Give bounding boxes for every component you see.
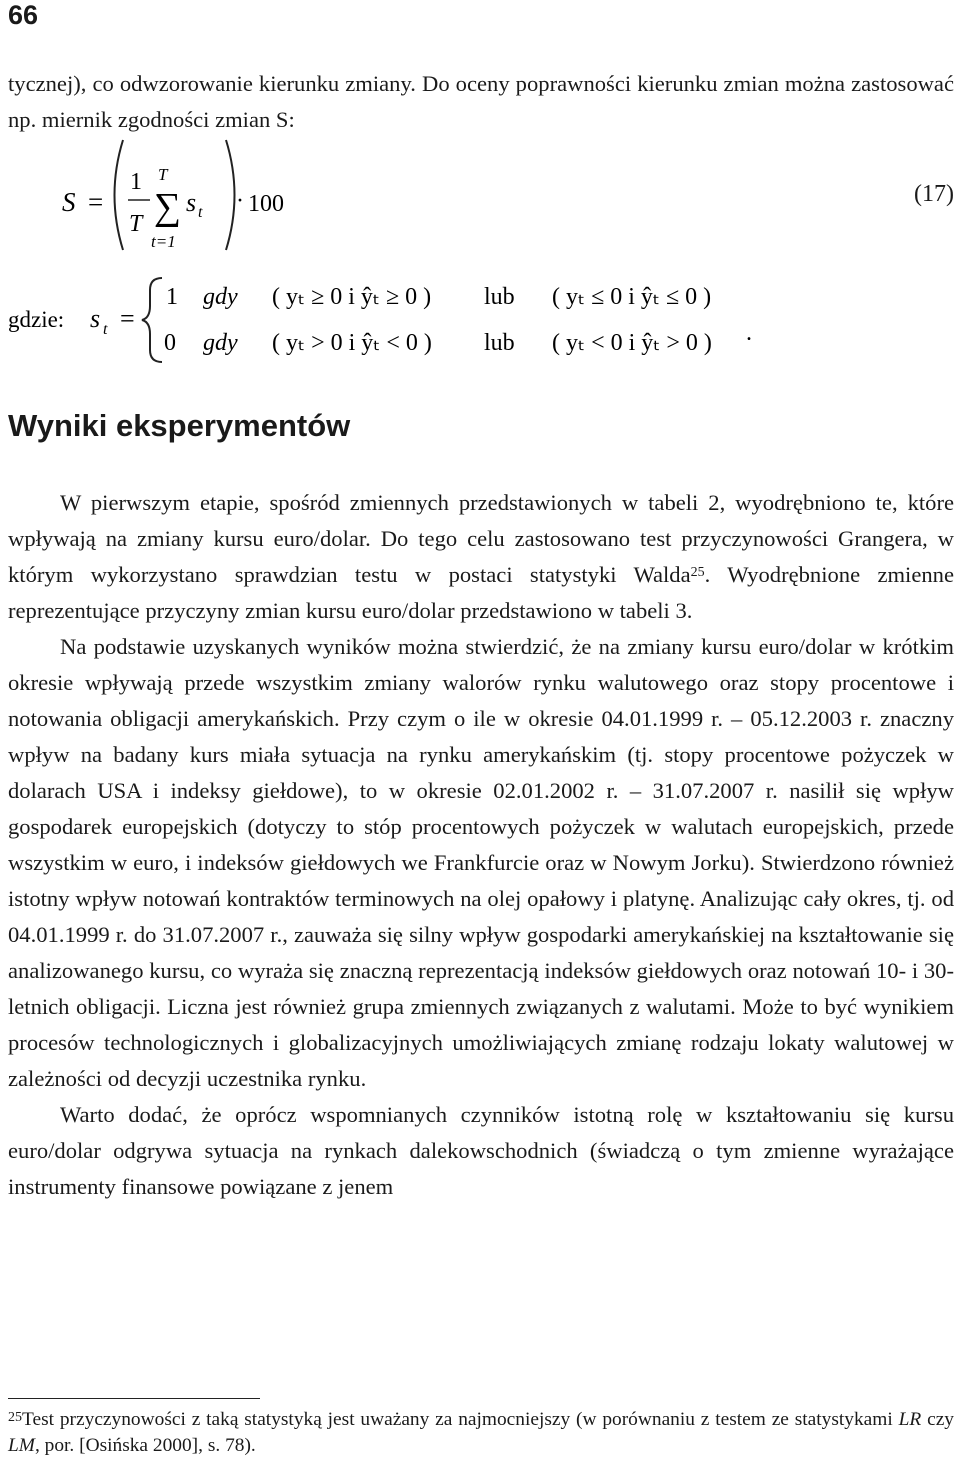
eq-case-brace: [142, 278, 162, 362]
footnote-marker: 25: [8, 1410, 22, 1425]
eq-case-sub: t: [103, 321, 108, 338]
intro-text: tycznej), co odwzorowanie kierunku zmiany. Do oceny poprawności kierunku zmian można zastosować np. miernik zgodności zmian S:: [8, 71, 954, 132]
eq-case1-cond2: ( yₜ ≤ 0 i ŷₜ ≤ 0 ): [552, 284, 712, 310]
footnote-czy: czy: [921, 1409, 954, 1430]
eq-summand-sub: t: [198, 204, 203, 221]
eq-final-period: .: [746, 320, 752, 346]
footnote-lm: LM: [8, 1435, 35, 1456]
paragraph-2: Na podstawie uzyskanych wyników można stwierdzić, że na zmiany kursu euro/dolar w krótkim okresie wpływają przede wszystkim zmiany walorów rynku walutowego oraz stopy procentowe i notowania obligacji amerykańskich. Przy czym o ile w okresie 04.01.1999 r. – 05.12.2003 r. znaczny wpływ na badany kurs miała sytuacja na rynku amerykańskim (tj. stopy procentowe pożyczek w dolarach USA i indeksy giełdowe), to w okresie 02.01.2002 r. – 31.07.2007 r. nasilił się wpływ gospodarek europejskich (dotyczy to stóp procentowych pożyczek w walutach europejskich, przede wszystkim w euro, i indeksów giełdowych we Frankfurcie oraz w Nowym Jorku). Stwierdzono również istotny wpływ notowań kontraktów terminowych na olej opałowy i platynę. Analizując cały okres, tj. od 04.01.1999 r. do 31.07.2007 r., zauważa się silny wpływ gospodarki amerykańskiej na kształtowanie się analizowanego kursu, co wyraża się znaczną reprezentacją indeksów giełdowych oraz notowań 10- i 30-letnich obligacji. Liczna jest również grupa zmiennych związanych z walutami. Może to być wynikiem procesów technologicznych i globalizacyjnych umożliwiających zmianę rodzaju lokaty walutowej w zależności od decyzji uczestnika rynku.: [8, 634, 954, 1091]
footnote-lr: LR: [898, 1409, 922, 1430]
eq-case1-cond1: ( yₜ ≥ 0 i ŷₜ ≥ 0 ): [272, 284, 432, 310]
footnote: [8, 1407, 954, 1459]
eq-dot: ·: [236, 188, 244, 214]
eq-case1-value: 1: [166, 284, 178, 310]
eq-left-paren: [115, 140, 124, 250]
eq-summand: s: [186, 188, 197, 217]
eq-multiplier: 100: [248, 191, 284, 217]
section-heading: Wyniki eksperymentów: [8, 408, 351, 443]
eq-case-var: s: [90, 304, 101, 333]
eq-sum-upper: T: [158, 165, 168, 184]
eq-lhs: S: [62, 187, 76, 217]
footnote-text: Test przyczynowości z taką statystyką jest uważany za najmocniejszy (w porównaniu z testem ze statystykami: [22, 1409, 899, 1430]
eq-frac-num: 1: [130, 169, 142, 195]
footnote-reference[interactable]: 25: [690, 565, 705, 580]
eq-equals: =: [88, 187, 104, 217]
eq-case-equals: =: [120, 304, 135, 333]
body-text: [8, 485, 954, 1205]
paragraph-1: [8, 485, 954, 629]
eq-case0-connector: lub: [484, 330, 515, 356]
equation-s-graphic: [0, 0, 960, 400]
eq-case0-cond1: ( yₜ > 0 i ŷₜ < 0 ): [272, 330, 432, 356]
footnote-text-end: , por. [Osińska 2000], s. 78).: [34, 1435, 256, 1456]
page-number: 66: [8, 0, 39, 30]
paragraph-3: Warto dodać, że oprócz wspomnianych czynników istotną rolę w kształtowaniu się kursu euro/dolar odgrywa sytuacja na rynkach dalekowschodnich (świadczą o tym zmienne wyrażające instrumenty finansowe powiązane z jenem: [8, 1102, 954, 1199]
paragraph-1-text: W pierwszym etapie, spośród zmiennych przedstawionych w tabeli 2, wyodrębniono te, które wpływają na zmiany kursu euro/dolar. Do tego celu zastosowano test przyczynowości Grangera, w którym wykorzystano sprawdzian testu w postaci statystyki Walda: [8, 490, 954, 587]
eq-case1-word: gdy: [203, 284, 238, 310]
eq-case1-connector: lub: [484, 284, 515, 310]
eq-case0-word: gdy: [203, 330, 238, 356]
eq-case0-value: 0: [164, 330, 176, 356]
footnote-divider: [8, 1398, 260, 1399]
eq-sum-sign: ∑: [154, 186, 182, 228]
eq-sum-lower: t=1: [151, 232, 176, 251]
eq-case0-cond2: ( yₜ < 0 i ŷₜ > 0 ): [552, 330, 712, 356]
eq-where-label: gdzie:: [8, 307, 65, 332]
eq-right-paren: [226, 140, 235, 250]
eq-frac-den: T: [129, 211, 143, 237]
paragraph-1-text-cont: . Wyodrębnione zmienne reprezentujące przyczyny zmian kursu euro/dolar przedstawiono w tabeli 3.: [8, 562, 954, 623]
equation-number: (17): [914, 181, 954, 207]
